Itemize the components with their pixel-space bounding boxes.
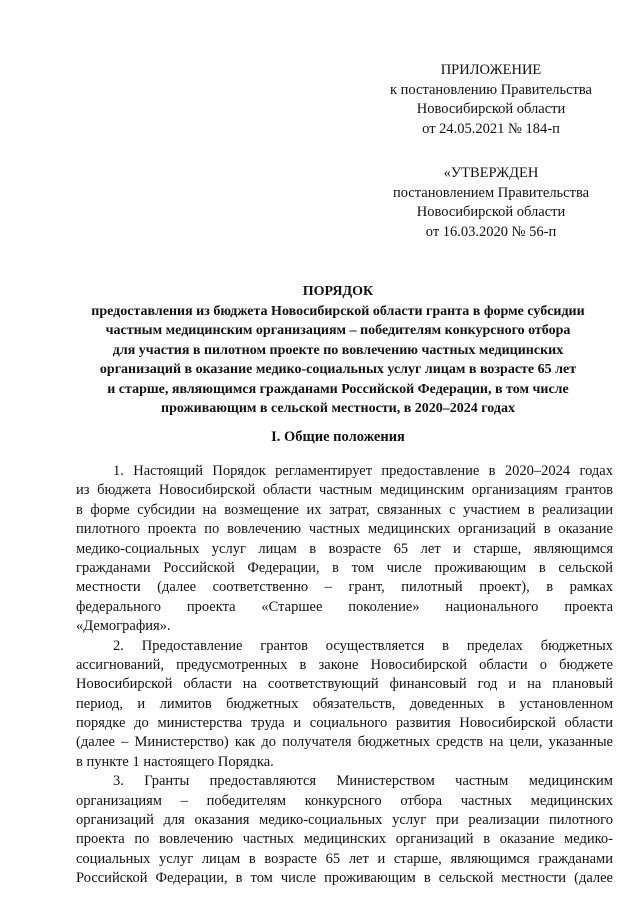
approved-resolution-ref: постановлением Правительства (392, 184, 590, 201)
paragraph-line: в форме субсидии на возмещение их затрат, связанных с участием в реализации (76, 501, 613, 518)
title-line: проживающим в сельской местности, в 2020–2024 годах (161, 401, 515, 416)
paragraph-line: 1. Настоящий Порядок регламентирует предоставление в 2020–2024 годах (113, 463, 613, 479)
approved-date-number: от 16.03.2020 № 56-п (425, 223, 557, 240)
section-heading: I. Общие положения (271, 429, 405, 445)
paragraph-line: федерального проекта «Старшее поколение» национального проекта (76, 598, 613, 615)
title-line: предоставления из бюджета Новосибирской области гранта в форме субсидии (91, 303, 585, 319)
title-line: и старше, являющимся гражданами Российской Федерации, в том числе (107, 381, 569, 397)
document-body (76, 462, 613, 889)
appendix-label: ПРИЛОЖЕНИЕ (440, 62, 542, 78)
paragraph-2 (76, 637, 613, 773)
paragraph-line: «Демография». (76, 618, 171, 635)
paragraph-line: ассигнований, предусмотренных в законе Новосибирской области о бюджете (76, 656, 613, 673)
appendix-resolution-ref: к постановлению Правительства (390, 81, 592, 98)
paragraph-line: Российской Федерации, в том числе проживающим в сельской местности (далее (76, 870, 613, 887)
paragraph-line: порядке до министерства труда и социального развития Новосибирской области (76, 715, 613, 732)
paragraph-line: проекта по вовлечению частных медицинских организаций в оказание медико- (76, 831, 613, 848)
paragraph-line: из бюджета Новосибирской области частным медицинским организациям грантов (76, 482, 613, 499)
approved-region: Новосибирской области (416, 204, 566, 220)
appendix-stamp (361, 61, 621, 139)
title-line: организаций в оказание медико-социальных услуг лицам в возрасте 65 лет (99, 362, 577, 377)
paragraph-line: гражданами Российской Федерации, в том числе проживающим в сельской (76, 559, 613, 576)
paragraph-line: организаций для оказания медико-социальных услуг при реализации пилотного (76, 812, 613, 829)
approved-label: «УТВЕРЖДЕН (443, 165, 539, 181)
paragraph-line: местности (далее соответственно – грант, пилотный проект), в рамках (76, 579, 613, 596)
paragraph-3 (76, 772, 613, 888)
paragraph-line: организациям – победителям конкурсного отбора частных медицинских (76, 792, 613, 809)
title-heading: ПОРЯДОК (302, 284, 374, 299)
paragraph-line: пилотного проекта по вовлечению частных медицинских организаций в оказание (76, 521, 613, 538)
paragraph-line: период, и лимитов бюджетных обязательств, доведенных в установленном (76, 695, 613, 712)
document-title (64, 282, 612, 419)
paragraph-line: в пункте 1 настоящего Порядка. (76, 753, 274, 770)
paragraph-line: 2. Предоставление грантов осуществляется в пределах бюджетных (113, 637, 613, 654)
paragraph-line: медико-социальных услуг лицам в возрасте 65 лет и старше, являющимся (76, 540, 613, 557)
paragraph-line: 3. Гранты предоставляются Министерством частным медицинским (113, 773, 613, 790)
appendix-region: Новосибирской области (416, 101, 566, 117)
approved-stamp (361, 164, 621, 242)
paragraph-1 (76, 462, 613, 637)
paragraph-line: социальных услуг лицам в возрасте 65 лет и старше, являющимся гражданами (76, 850, 613, 867)
title-line: частным медицинским организациям – победителям конкурсного отбора (105, 323, 571, 338)
title-line: для участия в пилотном проекте по вовлечению частных медицинских (112, 342, 564, 358)
appendix-date-number: от 24.05.2021 № 184-п (422, 120, 560, 137)
paragraph-line: (далее – Министерство) как до получателя бюджетных средств на цели, указанные (76, 734, 613, 751)
paragraph-line: Новосибирской области на соответствующий финансовый год и на плановый (76, 676, 613, 693)
